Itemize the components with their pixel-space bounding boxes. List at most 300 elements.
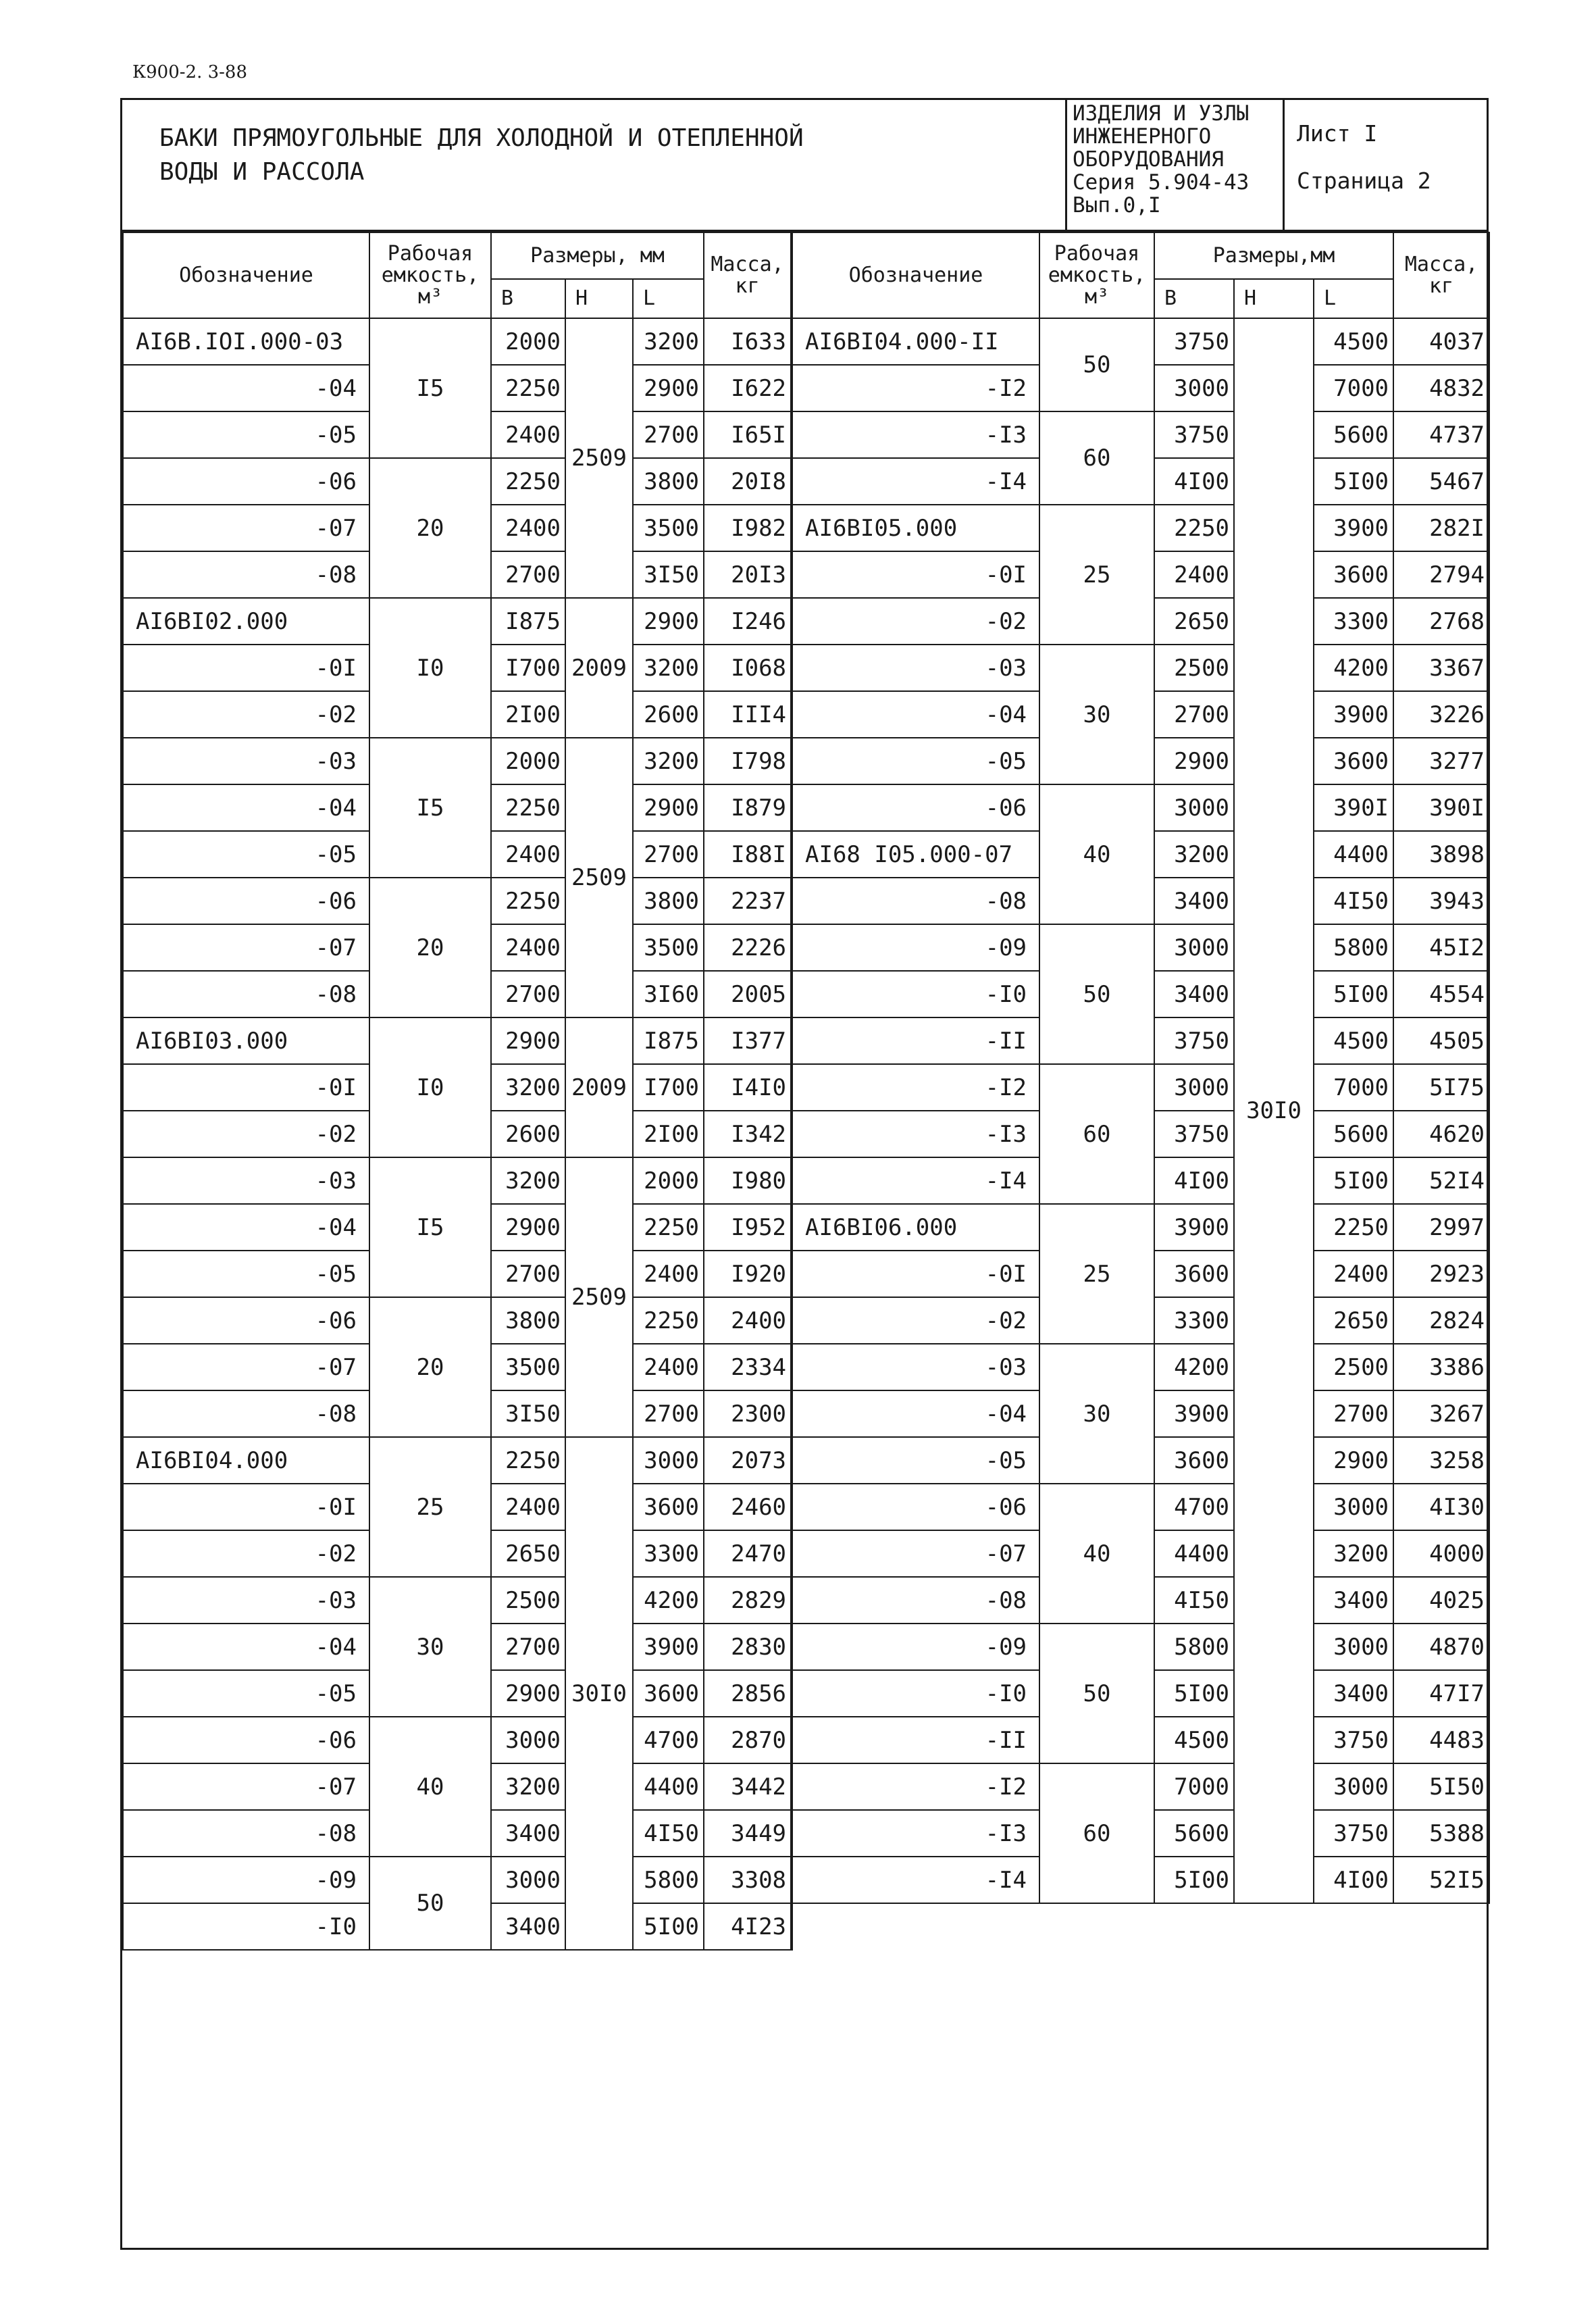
length-l-cell: 4400 (633, 1763, 704, 1810)
empty-cell-right (792, 1903, 1489, 1950)
mass-cell: I920 (704, 1251, 792, 1297)
length-l-cell-right: 3000 (1314, 1624, 1393, 1670)
mass-cell-right: 4554 (1393, 971, 1489, 1017)
capacity-cell-right: 60 (1039, 1763, 1154, 1903)
mass-cell-right: 4505 (1393, 1017, 1489, 1064)
mass-cell: 2073 (704, 1437, 792, 1484)
capacity-cell: 30 (369, 1577, 491, 1717)
width-b-cell-right: 4200 (1154, 1344, 1234, 1390)
mass-cell: I246 (704, 598, 792, 645)
mass-cell-right: 4620 (1393, 1111, 1489, 1157)
header-capacity-l3: м³ (417, 284, 443, 309)
length-l-cell-right: 4400 (1314, 831, 1393, 878)
width-b-cell: 2900 (491, 1017, 565, 1064)
mass-cell-right: 4737 (1393, 411, 1489, 458)
length-l-cell: 2700 (633, 411, 704, 458)
capacity-cell-right: 40 (1039, 784, 1154, 924)
mass-cell-right: 3267 (1393, 1390, 1489, 1437)
designation-cell-right: -06 (792, 784, 1039, 831)
length-l-cell-right: 2700 (1314, 1390, 1393, 1437)
mass-cell-right: 4000 (1393, 1530, 1489, 1577)
designation-cell: -06 (123, 458, 369, 505)
mass-cell-right: 47I7 (1393, 1670, 1489, 1717)
designation-cell-right: -02 (792, 1297, 1039, 1344)
mass-cell: 2460 (704, 1484, 792, 1530)
page-number: Страница 2 (1297, 168, 1431, 194)
capacity-cell-right: 50 (1039, 924, 1154, 1064)
mass-cell-right: 5I50 (1393, 1763, 1489, 1810)
designation-cell-right: -03 (792, 645, 1039, 691)
width-b-cell: 2250 (491, 784, 565, 831)
width-b-cell: 3200 (491, 1157, 565, 1204)
sheet-info (1285, 98, 1489, 232)
width-b-cell: 3000 (491, 1857, 565, 1903)
title-line-2: ВОДЫ И РАССОЛА (159, 158, 365, 186)
mass-cell-right: 2997 (1393, 1204, 1489, 1251)
mass-cell-right: 2794 (1393, 551, 1489, 598)
mass-cell: I982 (704, 505, 792, 551)
length-l-cell-right: 3000 (1314, 1763, 1393, 1810)
designation-cell-right: -09 (792, 1624, 1039, 1670)
length-l-cell: 3I60 (633, 971, 704, 1017)
mass-cell: I88I (704, 831, 792, 878)
mass-cell: I980 (704, 1157, 792, 1204)
designation-cell: -0I (123, 1064, 369, 1111)
mass-cell: 3442 (704, 1763, 792, 1810)
header-h-right: H (1234, 279, 1314, 318)
capacity-cell: 25 (369, 1437, 491, 1577)
series-line-1: ИЗДЕЛИЯ И УЗЛЫ (1073, 101, 1250, 126)
mass-cell: 2470 (704, 1530, 792, 1577)
width-b-cell-right: 2700 (1154, 691, 1234, 738)
width-b-cell-right: 4I00 (1154, 458, 1234, 505)
length-l-cell-right: 4200 (1314, 645, 1393, 691)
mass-cell-right: 4025 (1393, 1577, 1489, 1624)
designation-cell: -02 (123, 1111, 369, 1157)
mass-cell: 4I23 (704, 1903, 792, 1950)
length-l-cell: 3200 (633, 318, 704, 365)
mass-cell: 2830 (704, 1624, 792, 1670)
length-l-cell-right: 2250 (1314, 1204, 1393, 1251)
mass-cell: 2226 (704, 924, 792, 971)
header-designation: Обозначение (123, 232, 369, 318)
designation-cell-right: -05 (792, 738, 1039, 784)
capacity-cell: 40 (369, 1717, 491, 1857)
mass-cell-right: 5I75 (1393, 1064, 1489, 1111)
mass-cell: I342 (704, 1111, 792, 1157)
designation-cell-right: АI6ВI04.000-II (792, 318, 1039, 365)
width-b-cell: 3000 (491, 1717, 565, 1763)
designation-cell: -07 (123, 1763, 369, 1810)
width-b-cell-right: 4700 (1154, 1484, 1234, 1530)
header-row (123, 232, 1489, 279)
capacity-cell-right: 30 (1039, 645, 1154, 784)
designation-cell: -0I (123, 1484, 369, 1530)
width-b-cell-right: 3750 (1154, 1111, 1234, 1157)
length-l-cell: 2400 (633, 1251, 704, 1297)
designation-cell-right: -0I (792, 551, 1039, 598)
width-b-cell: 2700 (491, 1624, 565, 1670)
table-row (123, 318, 1489, 365)
designation-cell: -07 (123, 924, 369, 971)
width-b-cell: 2400 (491, 505, 565, 551)
height-h-cell: 2509 (565, 1157, 633, 1437)
width-b-cell: 2900 (491, 1204, 565, 1251)
designation-cell: -08 (123, 971, 369, 1017)
length-l-cell: 5800 (633, 1857, 704, 1903)
designation-cell: -06 (123, 1717, 369, 1763)
capacity-cell: 20 (369, 458, 491, 598)
mass-cell: I879 (704, 784, 792, 831)
length-l-cell: 2700 (633, 831, 704, 878)
mass-cell-right: 52I5 (1393, 1857, 1489, 1903)
designation-cell: -03 (123, 1577, 369, 1624)
designation-cell: -03 (123, 738, 369, 784)
width-b-cell-right: 3750 (1154, 318, 1234, 365)
designation-cell: -05 (123, 831, 369, 878)
designation-cell-right: -I0 (792, 1670, 1039, 1717)
capacity-cell-right: 25 (1039, 1204, 1154, 1344)
designation-cell-right: -06 (792, 1484, 1039, 1530)
mass-cell: 20I3 (704, 551, 792, 598)
header-b-right: B (1154, 279, 1234, 318)
length-l-cell-right: 2650 (1314, 1297, 1393, 1344)
designation-cell: -04 (123, 1624, 369, 1670)
mass-cell-right: 3226 (1393, 691, 1489, 738)
width-b-cell-right: 3750 (1154, 411, 1234, 458)
header-h: H (565, 279, 633, 318)
mass-cell: 2400 (704, 1297, 792, 1344)
header-capacity-right-l1: Рабочая (1054, 241, 1140, 266)
mass-cell-right: 390I (1393, 784, 1489, 831)
header-b: B (491, 279, 565, 318)
length-l-cell-right: 3000 (1314, 1484, 1393, 1530)
length-l-cell: 2900 (633, 598, 704, 645)
designation-cell: -07 (123, 505, 369, 551)
length-l-cell-right: 5I00 (1314, 971, 1393, 1017)
capacity-cell-right: 60 (1039, 411, 1154, 505)
length-l-cell-right: 3600 (1314, 551, 1393, 598)
width-b-cell: 3I50 (491, 1390, 565, 1437)
table-row (123, 1903, 1489, 1950)
series-line-4: Серия 5.904-43 (1073, 170, 1250, 195)
length-l-cell-right: 4I00 (1314, 1857, 1393, 1903)
length-l-cell: 3I50 (633, 551, 704, 598)
mass-cell-right: 5388 (1393, 1810, 1489, 1857)
width-b-cell: I875 (491, 598, 565, 645)
length-l-cell-right: 5I00 (1314, 1157, 1393, 1204)
designation-cell: -02 (123, 691, 369, 738)
designation-cell-right: -I2 (792, 1064, 1039, 1111)
mass-cell: I4I0 (704, 1064, 792, 1111)
designation-cell: -03 (123, 1157, 369, 1204)
designation-cell: -07 (123, 1344, 369, 1390)
width-b-cell: 3200 (491, 1064, 565, 1111)
title-line-1: БАКИ ПРЯМОУГОЛЬНЫЕ ДЛЯ ХОЛОДНОЙ И ОТЕПЛЕННОЙ (159, 124, 804, 152)
length-l-cell-right: 3200 (1314, 1530, 1393, 1577)
header-designation-right: Обозначение (792, 232, 1039, 318)
length-l-cell-right: 7000 (1314, 365, 1393, 411)
width-b-cell-right: 3750 (1154, 1017, 1234, 1064)
width-b-cell: 3200 (491, 1763, 565, 1810)
header-capacity-right (1039, 232, 1154, 318)
width-b-cell-right: 3900 (1154, 1390, 1234, 1437)
designation-cell-right: -I4 (792, 1157, 1039, 1204)
designation-cell-right: -I3 (792, 1111, 1039, 1157)
length-l-cell-right: 5600 (1314, 411, 1393, 458)
capacity-cell: I0 (369, 1017, 491, 1157)
length-l-cell: 2900 (633, 365, 704, 411)
height-h-cell: 30I0 (565, 1437, 633, 1950)
series-line-2: ИНЖЕНЕРНОГО (1073, 124, 1212, 149)
header-dimensions-right: Размеры,мм (1154, 232, 1393, 279)
length-l-cell: 5I00 (633, 1903, 704, 1950)
mass-cell: 2005 (704, 971, 792, 1017)
designation-cell-right: -I4 (792, 1857, 1039, 1903)
designation-cell-right: -0I (792, 1251, 1039, 1297)
capacity-cell: 50 (369, 1857, 491, 1950)
length-l-cell-right: 3750 (1314, 1810, 1393, 1857)
mass-cell: 3449 (704, 1810, 792, 1857)
designation-cell: АI6ВI03.000 (123, 1017, 369, 1064)
designation-cell-right: -I2 (792, 1763, 1039, 1810)
width-b-cell: 2600 (491, 1111, 565, 1157)
designation-cell-right: -I0 (792, 971, 1039, 1017)
mass-cell-right: 4I30 (1393, 1484, 1489, 1530)
length-l-cell: 3200 (633, 738, 704, 784)
mass-cell: I952 (704, 1204, 792, 1251)
document-code: К900-2. 3-88 (132, 62, 248, 82)
spec-table (122, 232, 1490, 1951)
width-b-cell-right: 3200 (1154, 831, 1234, 878)
length-l-cell: I700 (633, 1064, 704, 1111)
designation-cell-right: -05 (792, 1437, 1039, 1484)
designation-cell: -08 (123, 1390, 369, 1437)
capacity-cell: I5 (369, 1157, 491, 1297)
height-h-cell: 2509 (565, 318, 633, 598)
mass-cell-right: 3367 (1393, 645, 1489, 691)
series-info (1065, 98, 1285, 232)
designation-cell-right: -I2 (792, 365, 1039, 411)
width-b-cell: 2650 (491, 1530, 565, 1577)
width-b-cell-right: 3000 (1154, 1064, 1234, 1111)
mass-cell-right: 4832 (1393, 365, 1489, 411)
header-capacity-right-l2: емкость, (1048, 263, 1146, 287)
length-l-cell: 2000 (633, 1157, 704, 1204)
mass-cell-right: 4037 (1393, 318, 1489, 365)
designation-cell-right: -08 (792, 878, 1039, 924)
length-l-cell: 3200 (633, 645, 704, 691)
designation-cell: -08 (123, 1810, 369, 1857)
designation-cell-right: -II (792, 1717, 1039, 1763)
length-l-cell: 4I50 (633, 1810, 704, 1857)
length-l-cell-right: 3400 (1314, 1670, 1393, 1717)
designation-cell: -06 (123, 1297, 369, 1344)
length-l-cell: 3500 (633, 505, 704, 551)
document-title (159, 122, 1037, 189)
width-b-cell: 2400 (491, 1484, 565, 1530)
width-b-cell-right: 4400 (1154, 1530, 1234, 1577)
capacity-cell-right: 30 (1039, 1344, 1154, 1484)
capacity-cell: 20 (369, 878, 491, 1017)
mass-cell: 2870 (704, 1717, 792, 1763)
designation-cell-right: АI6ВI06.000 (792, 1204, 1039, 1251)
series-line-3: ОБОРУДОВАНИЯ (1073, 147, 1224, 172)
designation-cell-right: -I4 (792, 458, 1039, 505)
length-l-cell-right: 3900 (1314, 505, 1393, 551)
width-b-cell-right: 4I00 (1154, 1157, 1234, 1204)
width-b-cell-right: 5I00 (1154, 1670, 1234, 1717)
mass-cell: I633 (704, 318, 792, 365)
width-b-cell: 2250 (491, 458, 565, 505)
length-l-cell: 3000 (633, 1437, 704, 1484)
length-l-cell: 3300 (633, 1530, 704, 1577)
designation-cell-right: -04 (792, 1390, 1039, 1437)
length-l-cell-right: 3900 (1314, 691, 1393, 738)
width-b-cell-right: 5800 (1154, 1624, 1234, 1670)
mass-cell-right: 3386 (1393, 1344, 1489, 1390)
header-mass-right-l2: кг (1428, 274, 1454, 298)
designation-cell-right: АI6ВI05.000 (792, 505, 1039, 551)
width-b-cell: 3500 (491, 1344, 565, 1390)
designation-cell: -06 (123, 878, 369, 924)
length-l-cell: 2400 (633, 1344, 704, 1390)
designation-cell: -08 (123, 551, 369, 598)
header-l-right: L (1314, 279, 1393, 318)
header-capacity (369, 232, 491, 318)
capacity-cell: I0 (369, 598, 491, 738)
header-mass-right-l1: Масса, (1404, 252, 1478, 276)
length-l-cell-right: 3600 (1314, 738, 1393, 784)
width-b-cell-right: 3400 (1154, 971, 1234, 1017)
length-l-cell: 3500 (633, 924, 704, 971)
mass-cell: III4 (704, 691, 792, 738)
length-l-cell-right: 5600 (1314, 1111, 1393, 1157)
designation-cell: -05 (123, 1251, 369, 1297)
header-capacity-right-l3: м³ (1084, 284, 1110, 309)
designation-cell: АI6В.IОI.000-03 (123, 318, 369, 365)
length-l-cell-right: 4500 (1314, 318, 1393, 365)
mass-cell: 2829 (704, 1577, 792, 1624)
width-b-cell-right: 2500 (1154, 645, 1234, 691)
length-l-cell-right: 2500 (1314, 1344, 1393, 1390)
width-b-cell: 2700 (491, 971, 565, 1017)
length-l-cell-right: 4500 (1314, 1017, 1393, 1064)
width-b-cell: 3400 (491, 1903, 565, 1950)
width-b-cell-right: 5I00 (1154, 1857, 1234, 1903)
length-l-cell-right: 5I00 (1314, 458, 1393, 505)
width-b-cell-right: 5600 (1154, 1810, 1234, 1857)
header-mass (704, 232, 792, 318)
capacity-cell-right: 50 (1039, 1624, 1154, 1763)
capacity-cell-right: 25 (1039, 505, 1154, 645)
mass-cell: 3308 (704, 1857, 792, 1903)
length-l-cell: 2600 (633, 691, 704, 738)
header-dimensions: Размеры, мм (491, 232, 704, 279)
designation-cell-right: -09 (792, 924, 1039, 971)
width-b-cell-right: 3600 (1154, 1437, 1234, 1484)
length-l-cell-right: 2900 (1314, 1437, 1393, 1484)
mass-cell-right: 4483 (1393, 1717, 1489, 1763)
width-b-cell: 2250 (491, 1437, 565, 1484)
width-b-cell: 2400 (491, 924, 565, 971)
capacity-cell-right: 40 (1039, 1484, 1154, 1624)
designation-cell: АI6ВI02.000 (123, 598, 369, 645)
header-mass-l2: кг (735, 274, 760, 298)
length-l-cell: 3800 (633, 458, 704, 505)
mass-cell-right: 3258 (1393, 1437, 1489, 1484)
mass-cell: 2334 (704, 1344, 792, 1390)
length-l-cell: 2250 (633, 1297, 704, 1344)
mass-cell-right: 2923 (1393, 1251, 1489, 1297)
length-l-cell: 3900 (633, 1624, 704, 1670)
mass-cell-right: 4870 (1393, 1624, 1489, 1670)
designation-cell: -0I (123, 645, 369, 691)
length-l-cell-right: 2400 (1314, 1251, 1393, 1297)
designation-cell: -09 (123, 1857, 369, 1903)
mass-cell-right: 282I (1393, 505, 1489, 551)
length-l-cell-right: 3750 (1314, 1717, 1393, 1763)
length-l-cell: 2I00 (633, 1111, 704, 1157)
mass-cell-right: 2768 (1393, 598, 1489, 645)
mass-cell: 2300 (704, 1390, 792, 1437)
height-h-cell: 2009 (565, 598, 633, 738)
width-b-cell-right: 4I50 (1154, 1577, 1234, 1624)
capacity-cell: I5 (369, 318, 491, 458)
designation-cell: АI6ВI04.000 (123, 1437, 369, 1484)
designation-cell-right: -II (792, 1017, 1039, 1064)
width-b-cell: I700 (491, 645, 565, 691)
width-b-cell: 2000 (491, 738, 565, 784)
width-b-cell-right: 2650 (1154, 598, 1234, 645)
designation-cell: -05 (123, 411, 369, 458)
designation-cell-right: АI68 I05.000-07 (792, 831, 1039, 878)
length-l-cell: 3600 (633, 1484, 704, 1530)
length-l-cell-right: 3400 (1314, 1577, 1393, 1624)
length-l-cell: 4700 (633, 1717, 704, 1763)
width-b-cell: 2700 (491, 1251, 565, 1297)
length-l-cell: 2700 (633, 1390, 704, 1437)
width-b-cell: 2700 (491, 551, 565, 598)
width-b-cell: 2I00 (491, 691, 565, 738)
width-b-cell-right: 2400 (1154, 551, 1234, 598)
mass-cell-right: 5467 (1393, 458, 1489, 505)
header-capacity-l1: Рабочая (387, 241, 473, 266)
length-l-cell-right: 390I (1314, 784, 1393, 831)
designation-cell: -02 (123, 1530, 369, 1577)
width-b-cell: 3400 (491, 1810, 565, 1857)
width-b-cell-right: 3600 (1154, 1251, 1234, 1297)
mass-cell-right: 3943 (1393, 878, 1489, 924)
width-b-cell-right: 3000 (1154, 365, 1234, 411)
designation-cell-right: -I3 (792, 411, 1039, 458)
mass-cell: 2856 (704, 1670, 792, 1717)
height-h-cell: 2509 (565, 738, 633, 1017)
mass-cell: I622 (704, 365, 792, 411)
length-l-cell: I875 (633, 1017, 704, 1064)
mass-cell-right: 2824 (1393, 1297, 1489, 1344)
width-b-cell: 2000 (491, 318, 565, 365)
width-b-cell: 2400 (491, 831, 565, 878)
width-b-cell-right: 4500 (1154, 1717, 1234, 1763)
mass-cell: 20I8 (704, 458, 792, 505)
capacity-cell-right: 60 (1039, 1064, 1154, 1204)
length-l-cell-right: 7000 (1314, 1064, 1393, 1111)
length-l-cell: 3600 (633, 1670, 704, 1717)
designation-cell-right: -I3 (792, 1810, 1039, 1857)
designation-cell-right: -02 (792, 598, 1039, 645)
mass-cell-right: 3277 (1393, 738, 1489, 784)
